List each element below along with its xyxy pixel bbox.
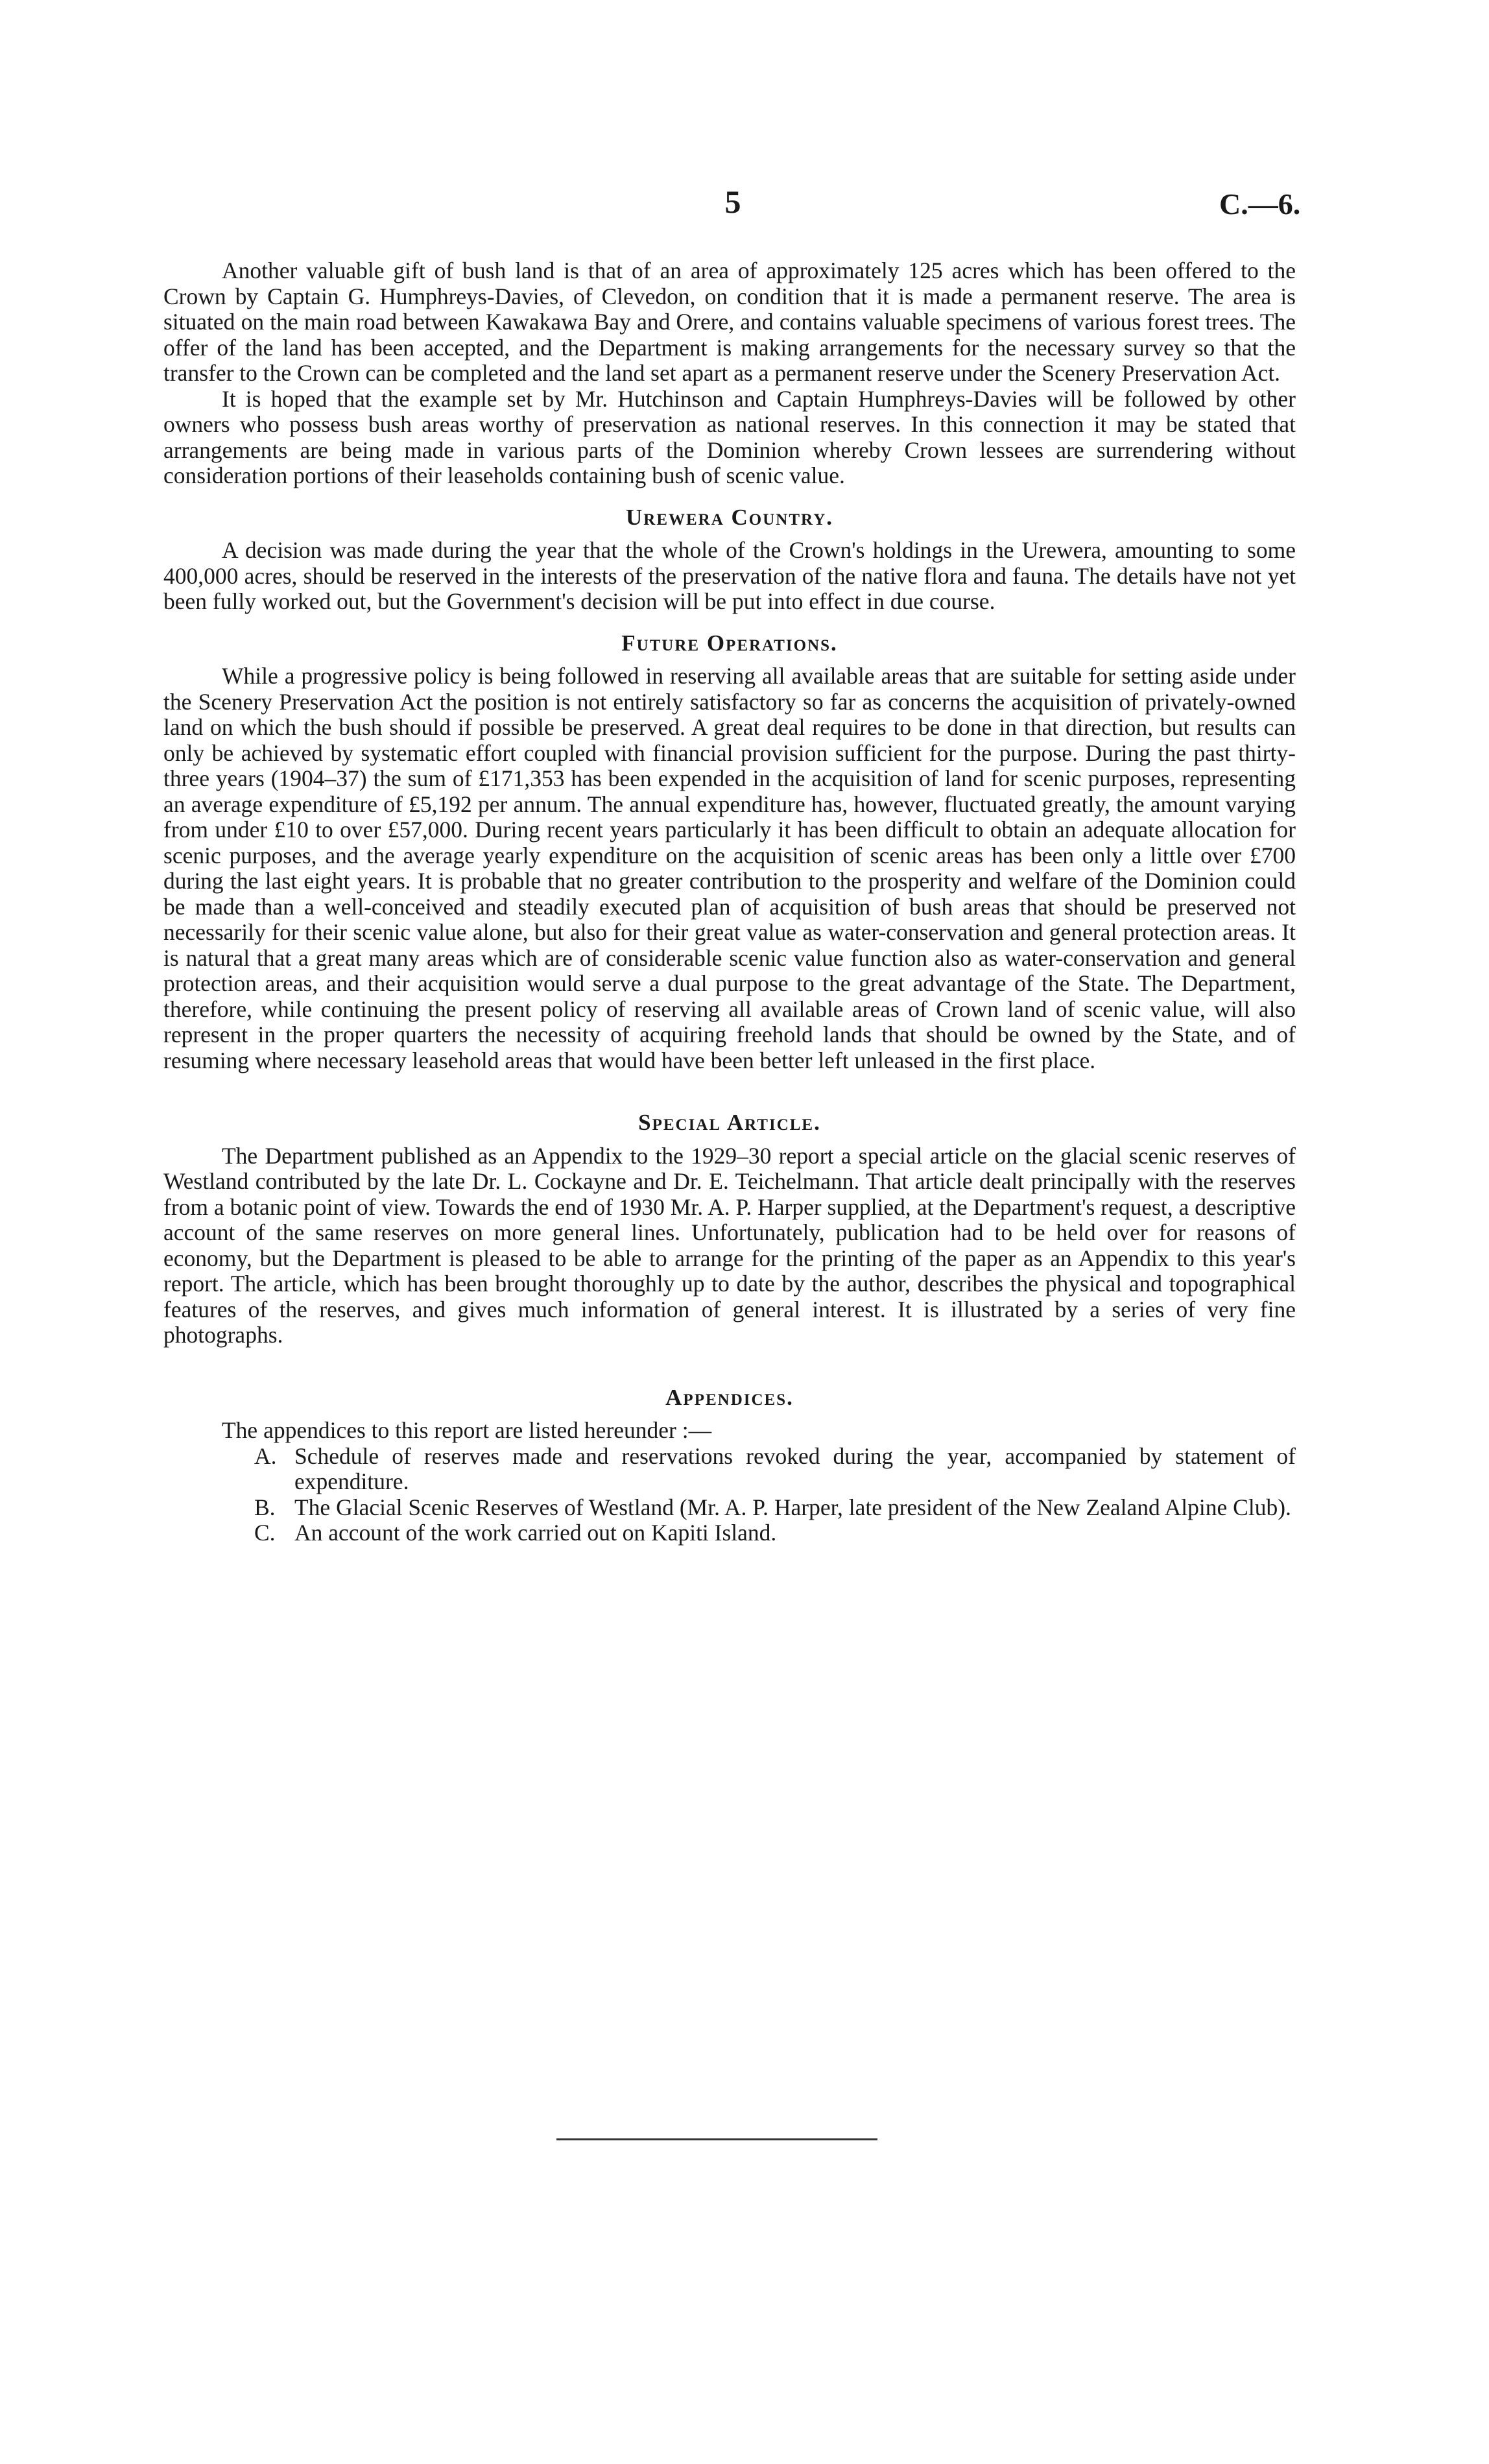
appendix-list: [163, 1444, 1296, 1546]
appendix-description: The Glacial Scenic Reserves of Westland (Mr. A. P. Harper, late president of the New Zealand Alpine Club).: [294, 1494, 1291, 1520]
heading-special-article: Special Article.: [638, 1110, 821, 1135]
heading-future-operations: Future Operations.: [621, 630, 838, 656]
appendix-item-c: [254, 1520, 1296, 1546]
appendix-description: Schedule of reserves made and reservations revoked during the year, accompanied by statement of expenditure.: [294, 1442, 1296, 1494]
heading-appendices: Appendices.: [665, 1384, 794, 1410]
paragraph-bush-gift: Another valuable gift of bush land is that of an area of approximately 125 acres which has been offered to the Crown by Captain G. Humphreys-Davies, of Clevedon, on condition that it is made a permanent reserve. The area is situated on the main road between Kawakawa Bay and Orere, and contains valuable specimens of various forest trees. The offer of the land has been accepted, and the Department is making arrangements for the necessary survey so that the transfer to the Crown can be completed and the land set apart as a permanent reserve under the Scenery Preservation Act.: [163, 257, 1296, 386]
appendix-letter: C.: [254, 1520, 276, 1546]
paragraph-urewera: A decision was made during the year that the whole of the Crown's holdings in the Urewera, amounting to some 400,000 acres, should be reserved in the interests of the preservation of the native flora and fauna. The details have not yet been fully worked out, but the Government's decision will be put into effect in due course.: [163, 537, 1296, 614]
page-header: [0, 183, 1489, 228]
document-body: [163, 258, 1296, 1546]
paragraph-example-set: It is hoped that the example set by Mr. Hutchinson and Captain Humphreys-Davies will be followed by other owners who possess bush areas worthy of preservation as national reserves. In this connection it may be stated that arrangements are being made in various parts of the Dominion whereby Crown lessees are surrendering without consideration portions of their leaseholds containing bush of scenic value.: [163, 385, 1296, 488]
appendix-item-b: [254, 1495, 1296, 1521]
paragraph-special-article: The Department published as an Appendix to the 1929–30 report a special article on the glacial scenic reserves of Westland contributed by the late Dr. L. Cockayne and Dr. E. Teichelmann. That article dealt principally with the reserves from a botanic point of view. Towards the end of 1930 Mr. A. P. Harper supplied, at the Department's request, a descriptive account of the same reserves on more general lines. Unfortunately, publication had to be held over for reasons of economy, but the Department is pleased to be able to arrange for the printing of the paper as an Appendix to this year's report. The article, which has been brought thoroughly up to date by the author, describes the physical and topographical features of the reserves, and gives much information of general interest. It is illustrated by a series of very fine photographs.: [163, 1142, 1296, 1348]
paragraph-appendices-intro: The appendices to this report are listed hereunder :—: [222, 1417, 712, 1443]
appendix-letter: B.: [254, 1494, 276, 1520]
heading-urewera-country: Urewera Country.: [625, 504, 834, 530]
closing-divider-rule: [556, 2138, 877, 2140]
paragraph-future-operations: While a progressive policy is being followed in reserving all available areas that are suitable for setting aside under the Scenery Preservation Act the position is not entirely satisfactory so far as concerns the acquisition of privately-owned land on which the bush should if possible be preserved. A great deal requires to be done in that direction, but results can only be achieved by systematic effort coupled with financial provision sufficient for the purpose. During the past thirty-three years (1904–37) the sum of £171,353 has been expended in the acquisition of land for scenic purposes, representing an average expenditure of £5,192 per annum. The annual expenditure has, however, fluctuated greatly, the amount varying from under £10 to over £57,000. During recent years particularly it has been difficult to obtain an adequate allocation for scenic purposes, and the average yearly expenditure on the acquisition of scenic areas has been only a little over £700 during the last eight years. It is probable that no greater contribution to the prosperity and welfare of the Dominion could be made than a well-conceived and steadily executed plan of acquisition of bush areas that should be preserved not necessarily for their scenic value alone, but also for their great value as water-conservation and general protection areas. It is natural that a great many areas which are of considerable scenic value function also as water-conservation and general protection areas, and their acquisition would serve a dual purpose to the great advantage of the State. The Department, therefore, while continuing the present policy of reserving all available areas of Crown land of scenic value, will also represent in the proper quarters the necessity of acquiring freehold lands that should be owned by the State, and of resuming where necessary leasehold areas that would have been better left unleased in the first place.: [163, 663, 1296, 1073]
appendix-item-a: [254, 1444, 1296, 1495]
document-reference: C.—6.: [1219, 187, 1301, 221]
appendix-letter: A.: [254, 1442, 277, 1469]
page-number: 5: [724, 184, 741, 220]
appendix-description: An account of the work carried out on Kapiti Island.: [294, 1520, 777, 1546]
